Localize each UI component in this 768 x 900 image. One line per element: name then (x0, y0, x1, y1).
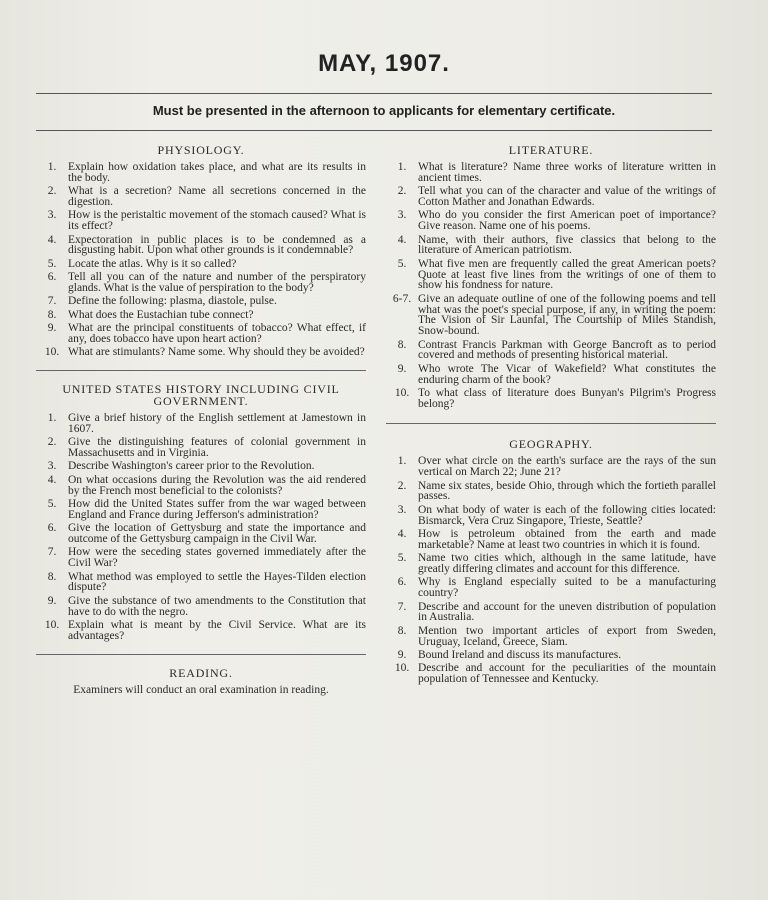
question-number: 3. (47, 209, 57, 222)
question-text: What are the principal constituents of tobacco? What effect, if any, does tobacco have upon heart action? (68, 322, 366, 345)
question-item (36, 461, 366, 472)
literature-questions (386, 162, 716, 409)
question-number: 8. (397, 338, 407, 351)
question-item (36, 310, 366, 321)
question-text: What method was employed to settle the Hayes-Tilden election dispute? (68, 570, 366, 594)
question-text: Give the location of Gettysburg and state the importance and outcome of the Gettysburg campaign in the Civil War. (68, 522, 366, 546)
geography-questions (386, 456, 716, 684)
question-text: What does the Eustachian tube connect? (68, 308, 254, 321)
question-item (386, 364, 716, 386)
question-text: Describe and account for the uneven distribution of population in Australia. (418, 600, 716, 624)
question-item (386, 259, 716, 291)
question-item (386, 650, 716, 661)
question-number: 3. (397, 503, 407, 516)
geography-title: GEOGRAPHY. (509, 437, 593, 452)
question-item (36, 596, 366, 618)
question-item (386, 388, 716, 410)
geography-section (386, 438, 716, 684)
question-number: 2. (47, 185, 57, 198)
question-number: 9. (47, 594, 57, 607)
question-text: Who wrote The Vicar of Wakefield? What constitutes the enduring charm of the book? (418, 362, 716, 386)
question-item (386, 663, 716, 685)
question-text: What is a secretion? Name all secretions concerned in the digestion. (68, 185, 366, 208)
question-number: 10. (44, 346, 60, 359)
question-number: 2. (47, 436, 57, 449)
question-text: Expectoration in public places is to be condemned as a disgusting habit. Upon what other grounds is it condemnable? (68, 233, 366, 257)
question-item (36, 347, 366, 358)
question-item (36, 547, 366, 569)
question-number: 5. (47, 498, 57, 511)
question-number: 4. (47, 233, 57, 246)
question-item (36, 475, 366, 497)
question-number: 6-7. (392, 292, 412, 305)
history-questions (36, 413, 366, 641)
question-item (386, 529, 716, 551)
question-text: Explain what is meant by the Civil Service. What are its advantages? (68, 618, 366, 642)
question-item (386, 505, 716, 527)
question-item (386, 162, 716, 184)
question-item (36, 272, 366, 294)
question-item (386, 553, 716, 575)
physiology-title: PHYSIOLOGY. (157, 143, 245, 157)
question-text: What are stimulants? Name some. Why should they be avoided? (68, 346, 365, 359)
question-text: Describe and account for the peculiarities of the mountain population of Tennessee and Kentucky. (418, 662, 716, 686)
question-number: 2. (397, 479, 407, 492)
question-item (36, 162, 366, 184)
question-item (386, 456, 716, 478)
question-item (36, 523, 366, 545)
physiology-section (36, 144, 366, 358)
question-item (36, 210, 366, 232)
question-number: 4. (397, 233, 407, 246)
question-number: 7. (397, 600, 407, 613)
question-item (386, 481, 716, 503)
physiology-questions (36, 162, 366, 358)
question-text: What five men are frequently called the great American poets? Quote at least five lines from the writings of one of them to show his fondness for nature. (418, 257, 716, 292)
question-text: What is literature? Name three works of literature written in ancient times. (418, 161, 716, 184)
question-text: How is the peristaltic movement of the stomach caused? What is its effect? (68, 209, 366, 233)
question-text: Contrast Francis Parkman with George Bancroft as to period covered and methods of presenting historical material. (418, 338, 716, 362)
question-number: 8. (397, 624, 407, 637)
question-number: 10. (394, 386, 410, 399)
question-item (386, 294, 716, 337)
question-text: Tell what you can of the character and value of the writings of Cotton Mather and Jonathan Edwards. (418, 185, 716, 208)
literature-title: LITERATURE. (508, 143, 594, 157)
question-number: 5. (397, 552, 407, 565)
question-item (36, 620, 366, 642)
question-text: Name two cities which, although in the same latitude, have greatly differing climates and account for this difference. (418, 552, 716, 576)
question-item (36, 499, 366, 521)
question-text: Locate the atlas. Why is it so called? (68, 257, 237, 270)
section-divider (36, 370, 366, 371)
question-number: 3. (47, 460, 57, 473)
question-number: 8. (47, 570, 57, 583)
question-text: Tell all you can of the nature and number of the perspiratory glands. What is the value of perspiration to the body? (68, 271, 366, 294)
question-number: 5. (47, 257, 57, 270)
question-item (36, 437, 366, 459)
question-text: Give an adequate outline of one of the following poems and tell what was the poet's special purpose, if any, in writing the poem: The Vision of Sir Launfal, The Courtship of Miles Standish, Snow-bound. (418, 292, 716, 338)
question-text: On what body of water is each of the following cities located: Bismarck, Vera Cruz Singapore, Trieste, Seattle? (418, 503, 716, 527)
question-item (386, 626, 716, 648)
question-number: 1. (47, 412, 57, 425)
header-rule-top (36, 93, 712, 94)
question-number: 6. (47, 522, 57, 535)
question-number: 7. (47, 546, 57, 559)
question-number: 4. (47, 473, 57, 486)
page-subtitle: Must be presented in the afternoon to applicants for elementary certificate. (152, 103, 616, 118)
question-item (36, 259, 366, 270)
history-section (36, 383, 366, 641)
question-item (386, 340, 716, 362)
page-title: MAY, 1907. (318, 50, 450, 77)
question-text: On what occasions during the Revolution was the aid rendered by the French most beneficial to the colonists? (68, 473, 366, 497)
question-item (36, 186, 366, 208)
question-text: How did the United States suffer from the war waged between England and France during Jefferson's administration? (68, 498, 366, 521)
section-divider (36, 654, 366, 655)
question-number: 10. (394, 662, 410, 675)
question-text: To what class of literature does Bunyan's Pilgrim's Progress belong? (418, 386, 716, 410)
question-text: Name six states, beside Ohio, through which the fortieth parallel passes. (418, 479, 716, 503)
question-number: 1. (47, 161, 57, 173)
question-number: 9. (397, 648, 407, 661)
question-item (386, 210, 716, 232)
question-text: Who do you consider the first American poet of importance? Give reason. Name one of his poems. (418, 209, 716, 233)
question-number: 1. (397, 161, 407, 173)
question-number: 6. (47, 271, 57, 284)
question-text: Name, with their authors, five classics that belong to the literature of American patriotism. (418, 233, 716, 257)
question-text: How were the seceding states governed immediately after the Civil War? (68, 546, 366, 570)
header-rule-bottom (36, 130, 712, 131)
question-item (386, 235, 716, 257)
left-column (36, 142, 366, 696)
question-number: 1. (397, 455, 407, 468)
section-divider (386, 423, 716, 424)
question-number: 6. (397, 576, 407, 589)
question-text: Over what circle on the earth's surface are the rays of the sun vertical on March 22; June 21? (418, 455, 716, 479)
question-text: How is petroleum obtained from the earth and made marketable? Name at least two countries in which it is found. (418, 528, 716, 551)
question-item (36, 296, 366, 307)
question-number: 4. (397, 528, 407, 541)
question-item (36, 572, 366, 594)
question-number: 9. (47, 322, 57, 335)
question-text: Define the following: plasma, diastole, pulse. (68, 295, 277, 308)
question-number: 3. (397, 209, 407, 222)
question-item (386, 577, 716, 599)
question-number: 5. (397, 257, 407, 270)
question-item (386, 602, 716, 624)
question-text: Mention two important articles of export from Sweden, Uruguay, Iceland, Greece, Siam. (418, 624, 716, 648)
question-text: Explain how oxidation takes place, and what are its results in the body. (68, 161, 366, 184)
question-text: Why is England especially suited to be a manufacturing country? (418, 576, 716, 600)
question-item (36, 235, 366, 257)
reading-text: Examiners will conduct an oral examination in reading. (73, 683, 329, 696)
question-number: 7. (47, 295, 57, 308)
literature-section (386, 144, 716, 409)
question-item (386, 186, 716, 208)
question-number: 2. (397, 185, 407, 198)
question-number: 9. (397, 362, 407, 375)
question-item (36, 323, 366, 345)
question-number: 10. (44, 618, 60, 631)
question-text: Give the distinguishing features of colonial government in Massachusetts and in Virginia. (68, 436, 366, 460)
question-text: Give a brief history of the English settlement at Jamestown in 1607. (68, 412, 366, 435)
right-column (386, 142, 716, 688)
question-text: Give the substance of two amendments to the Constitution that have to do with the negro. (68, 594, 366, 618)
question-text: Bound Ireland and discuss its manufactures. (418, 648, 622, 661)
question-item (36, 413, 366, 435)
reading-section (36, 667, 366, 696)
history-title: UNITED STATES HISTORY INCLUDING CIVIL GOVERNMENT. (62, 382, 340, 409)
reading-title: READING. (169, 665, 233, 680)
question-text: Describe Washington's career prior to the Revolution. (68, 460, 315, 473)
question-number: 8. (47, 308, 57, 321)
